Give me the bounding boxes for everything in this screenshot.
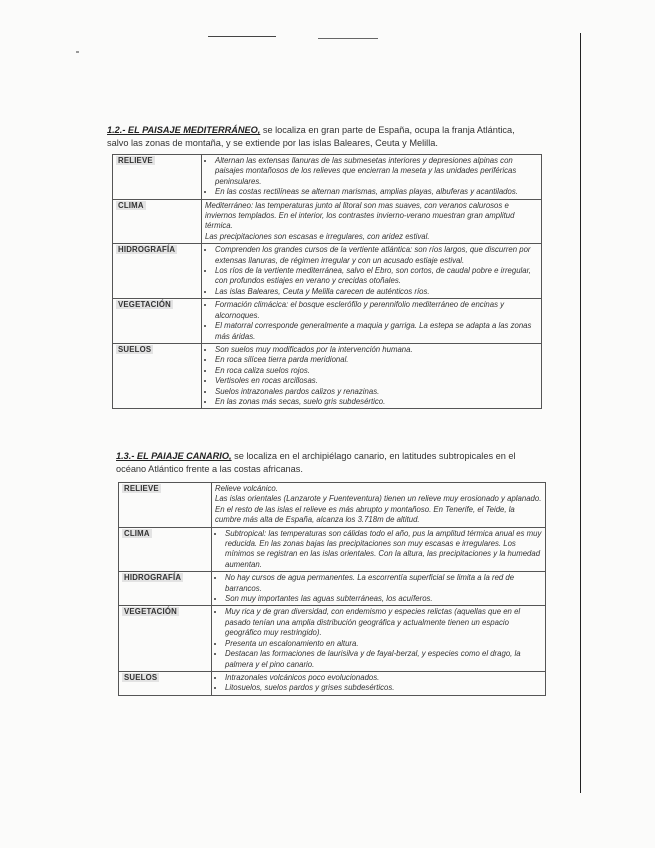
list-item: • Litosuelos, suelos pardos y grises subdesérticos. <box>225 683 542 693</box>
text-line: Las precipitaciones son escasas e irregulares, con aridez estival. <box>205 231 430 241</box>
list-item: • Subtropical: las temperaturas son cálidas todo el año, pus la amplitud térmica anual es muy reducida. En las zonas bajas las precipitaciones son muy escasas e irregulares. Los mínimos se registran en las islas orientales. Con la altura, las precipitaciones y la humedad aumentan. <box>225 529 542 571</box>
row-content <box>202 343 542 408</box>
list-item: • Formación climácica: el bosque esclerófilo y perennifolio mediterráneo de encinas y alcornoques. <box>215 300 538 321</box>
list-item: • En las costas rectilíneas se alternan marismas, amplias playas, albuferas y acantilados. <box>215 187 538 197</box>
row-label: SUELOS <box>119 671 212 695</box>
list-item: • Alternan las extensas llanuras de las submesetas interiores y depresiones alpinas con paisajes montañosos de los relieves que encierran la meseta y las unidades periféricas peninsulares. <box>215 156 538 187</box>
row-label: VEGETACIÓN <box>119 606 212 671</box>
section-canario-intro <box>116 450 542 475</box>
row-label: SUELOS <box>113 343 202 408</box>
canario-table <box>118 482 546 696</box>
list-item: • En las zonas más secas, suelo gris subdesértico. <box>215 397 538 407</box>
list-item: • En roca silícea tierra parda meridional. <box>215 355 538 365</box>
row-content <box>202 299 542 344</box>
list-item: • Suelos intrazonales pardos calizos y renazinas. <box>215 387 538 397</box>
row-content <box>212 671 546 695</box>
section-canario-heading: 1.3.- EL PAIAJE CANARIO, <box>116 451 232 461</box>
list-item: • No hay cursos de agua permanentes. La escorrentía superficial se limita a la red de barrancos. <box>225 573 542 594</box>
table-row <box>119 606 546 671</box>
row-content <box>212 527 546 572</box>
row-label: RELIEVE <box>113 155 202 200</box>
list-item: • En roca caliza suelos rojos. <box>215 366 538 376</box>
list-item: • Muy rica y de gran diversidad, con endemismo y especies relictas (aquellas que en el pasado tenían una amplia distribución geográfica y actualmente tienen un espacio geográfico muy restringido). <box>225 607 542 638</box>
list-item: • Son suelos muy modificados por la intervención humana. <box>215 345 538 355</box>
text-line: Mediterráneo: las temperaturas junto al litoral son mas suaves, con veranos calurosos e inviernos templados. En el interior, los contrastes invierno-verano muestran gran amplitud térmica. <box>205 200 515 231</box>
row-label: RELIEVE <box>119 483 212 528</box>
list-item: • Presenta un escalonamiento en altura. <box>225 639 542 649</box>
list-item: • El matorral corresponde generalmente a maquia y garriga. La estepa se adapta a las zonas más áridas. <box>215 321 538 342</box>
row-content <box>202 244 542 299</box>
table-row <box>113 155 542 200</box>
mediterraneo-table <box>112 154 542 409</box>
row-content <box>212 606 546 671</box>
scan-speck <box>76 51 79 53</box>
text-line: Las islas orientales (Lanzarote y Fuenteventura) tienen un relieve muy erosionado y aplanado. <box>215 494 542 504</box>
section-mediterraneo-intro-text: se localiza en gran parte de España, ocupa la franja Atlántica, salvo las zonas de montaña, y se extiende por las islas Baleares, Ceuta y Melilla. <box>107 125 515 148</box>
list-item: • Los ríos de la vertiente mediterránea, salvo el Ebro, son cortos, de caudal pobre e irregular, con profundos estiajes en verano y crecidas otoñales. <box>215 266 538 287</box>
scan-page-edge <box>580 33 581 793</box>
list-item: • Vertisoles en rocas arcillosas. <box>215 376 538 386</box>
row-label: VEGETACIÓN <box>113 299 202 344</box>
section-mediterraneo-intro <box>107 124 537 149</box>
table-row <box>119 527 546 572</box>
table-row <box>119 671 546 695</box>
row-label: CLIMA <box>113 199 202 244</box>
row-content <box>202 155 542 200</box>
text-line: En el resto de las islas el relieve es más abrupto y montañoso. En Tenerife, el Teide, la cumbre más alta de España, alcanza los 3.718m de altitud. <box>215 504 515 525</box>
table-row <box>113 244 542 299</box>
scan-mark-top <box>208 36 276 37</box>
list-item: • Las islas Baleares, Ceuta y Melilla carecen de auténticos ríos. <box>215 287 538 297</box>
section-mediterraneo-heading: 1.2.- EL PAISAJE MEDITERRÁNEO, <box>107 125 261 135</box>
table-row <box>113 299 542 344</box>
list-item: • Comprenden los grandes cursos de la vertiente atlántica: son ríos largos, que discurren por extensas llanuras, de régimen irregular y con un acusado estiaje estival. <box>215 245 538 266</box>
table-row <box>119 483 546 528</box>
row-content <box>202 199 542 244</box>
section-canario-intro-text: se localiza en el archipiélago canario, en latitudes subtropicales en el océano Atlántico frente a las costas africanas. <box>116 451 516 474</box>
row-content <box>212 572 546 606</box>
list-item: • Intrazonales volcánicos poco evolucionados. <box>225 673 542 683</box>
row-content <box>212 483 546 528</box>
table-row <box>119 572 546 606</box>
row-label: HIDROGRAFÍA <box>113 244 202 299</box>
text-line: Relieve volcánico. <box>215 484 278 493</box>
list-item: • Destacan las formaciones de laurisilva y de fayal-berzal, y especies como el drago, la palmera y el pino canario. <box>225 649 542 670</box>
table-row <box>113 343 542 408</box>
scan-mark-top-2 <box>318 38 378 39</box>
row-label: CLIMA <box>119 527 212 572</box>
table-row <box>113 199 542 244</box>
row-label: HIDROGRAFÍA <box>119 572 212 606</box>
list-item: • Son muy importantes las aguas subterráneas, los acuíferos. <box>225 594 542 604</box>
